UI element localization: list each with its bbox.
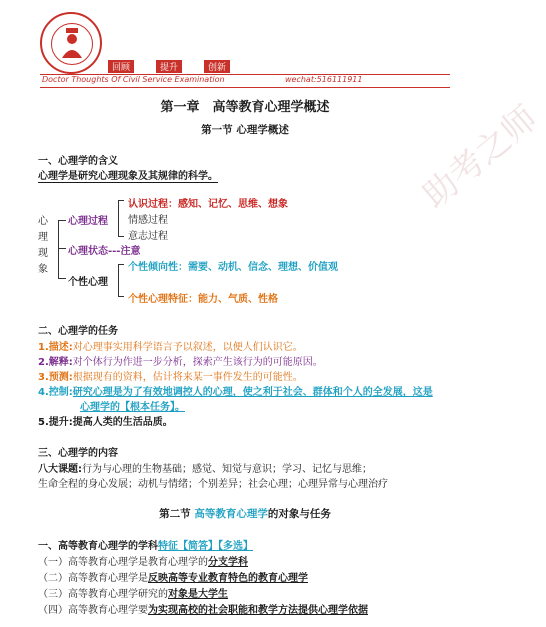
s3-line2: 生命全程的身心发展；动机与情绪；个别差异；社会心理；心理异常与心理治疗	[38, 479, 388, 490]
task-item-5: 5.提升:提高人类的生活品质。	[38, 417, 173, 428]
task-item-4: 4.控制:研究心理是为了有效地调控人的心理，使之利于社会、群体和个人的全发展，这是	[38, 387, 433, 398]
task-item-4-cont: 心理学的【根本任务】。	[80, 402, 185, 413]
task-item-1: 1.描述:对心理事实用科学语言予以叙述，以便人们认识它。	[38, 342, 303, 353]
task-item-2: 2.解释:对个体行为作进一步分析，探索产生该行为的可能原因。	[38, 357, 323, 368]
personality-item-2: 个性心理特征：能力、气质、性格	[128, 294, 278, 305]
slogan-3: 创新	[204, 60, 230, 73]
process-bracket	[118, 200, 119, 236]
header-slogans	[104, 60, 344, 72]
s4-item-4: （四）高等教育心理学要为实现高校的社会职能和教学方法提供心理学依据	[38, 605, 368, 616]
banner-text: Doctor Thoughts Of Civil Service Examination	[42, 75, 225, 84]
personality-label: 个性心理	[68, 277, 108, 288]
s1-definition: 心理学是研究心理现象及其规律的科学。	[38, 167, 218, 183]
s3-heading: 三、心理学的内容	[38, 448, 118, 459]
header-logo	[40, 12, 102, 74]
slogan-1: 回顾	[108, 60, 134, 73]
root-char-4: 象	[38, 264, 48, 275]
process-item-2: 情感过程	[128, 215, 168, 226]
s4-heading: 一、高等教育心理学的学科特征【简答】【多选】	[38, 541, 253, 552]
root-char-3: 现	[38, 248, 48, 259]
state-label: 心理状态---注意	[68, 246, 141, 257]
s4-item-2: （二）高等教育心理学是反映高等专业教育特色的教育心理学	[38, 573, 308, 584]
banner-wechat: wechat:516111911	[285, 75, 363, 84]
scholar-icon	[60, 28, 84, 58]
s2-heading: 二、心理学的任务	[38, 326, 118, 337]
process-item-1: 认识过程：感知、记忆、思维、想象	[128, 199, 288, 210]
s4-item-3: （三）高等教育心理学研究的对象是大学生	[38, 589, 228, 600]
s1-heading: 一、心理学的含义	[38, 156, 118, 167]
s3-line1: 八大课题:行为与心理的生物基础；感觉、知觉与意识；学习、记忆与思维；	[38, 464, 372, 475]
task-item-3: 3.预测:根据现有的资料，估计将来某一事件发生的可能性。	[38, 372, 303, 383]
personality-item-1: 个性倾向性：需要、动机、信念、理想、价值观	[128, 262, 338, 273]
header-banner	[40, 74, 450, 88]
process-label: 心理过程	[68, 216, 108, 227]
root-char-1: 心	[38, 216, 48, 227]
root-char-2: 理	[38, 232, 48, 243]
chapter-title: 第一章 高等教育心理学概述	[160, 100, 330, 115]
section2-title: 第二节 高等教育心理学的对象与任务	[159, 508, 331, 520]
slogan-2: 提升	[156, 60, 182, 73]
process-item-3: 意志过程	[128, 231, 168, 242]
watermark: 助考之师	[415, 98, 546, 217]
section1-title: 第一节 心理学概述	[201, 124, 289, 136]
s4-item-1: （一）高等教育心理学是教育心理学的分支学科	[38, 557, 248, 568]
main-bracket	[58, 220, 59, 278]
personality-bracket	[118, 264, 119, 296]
